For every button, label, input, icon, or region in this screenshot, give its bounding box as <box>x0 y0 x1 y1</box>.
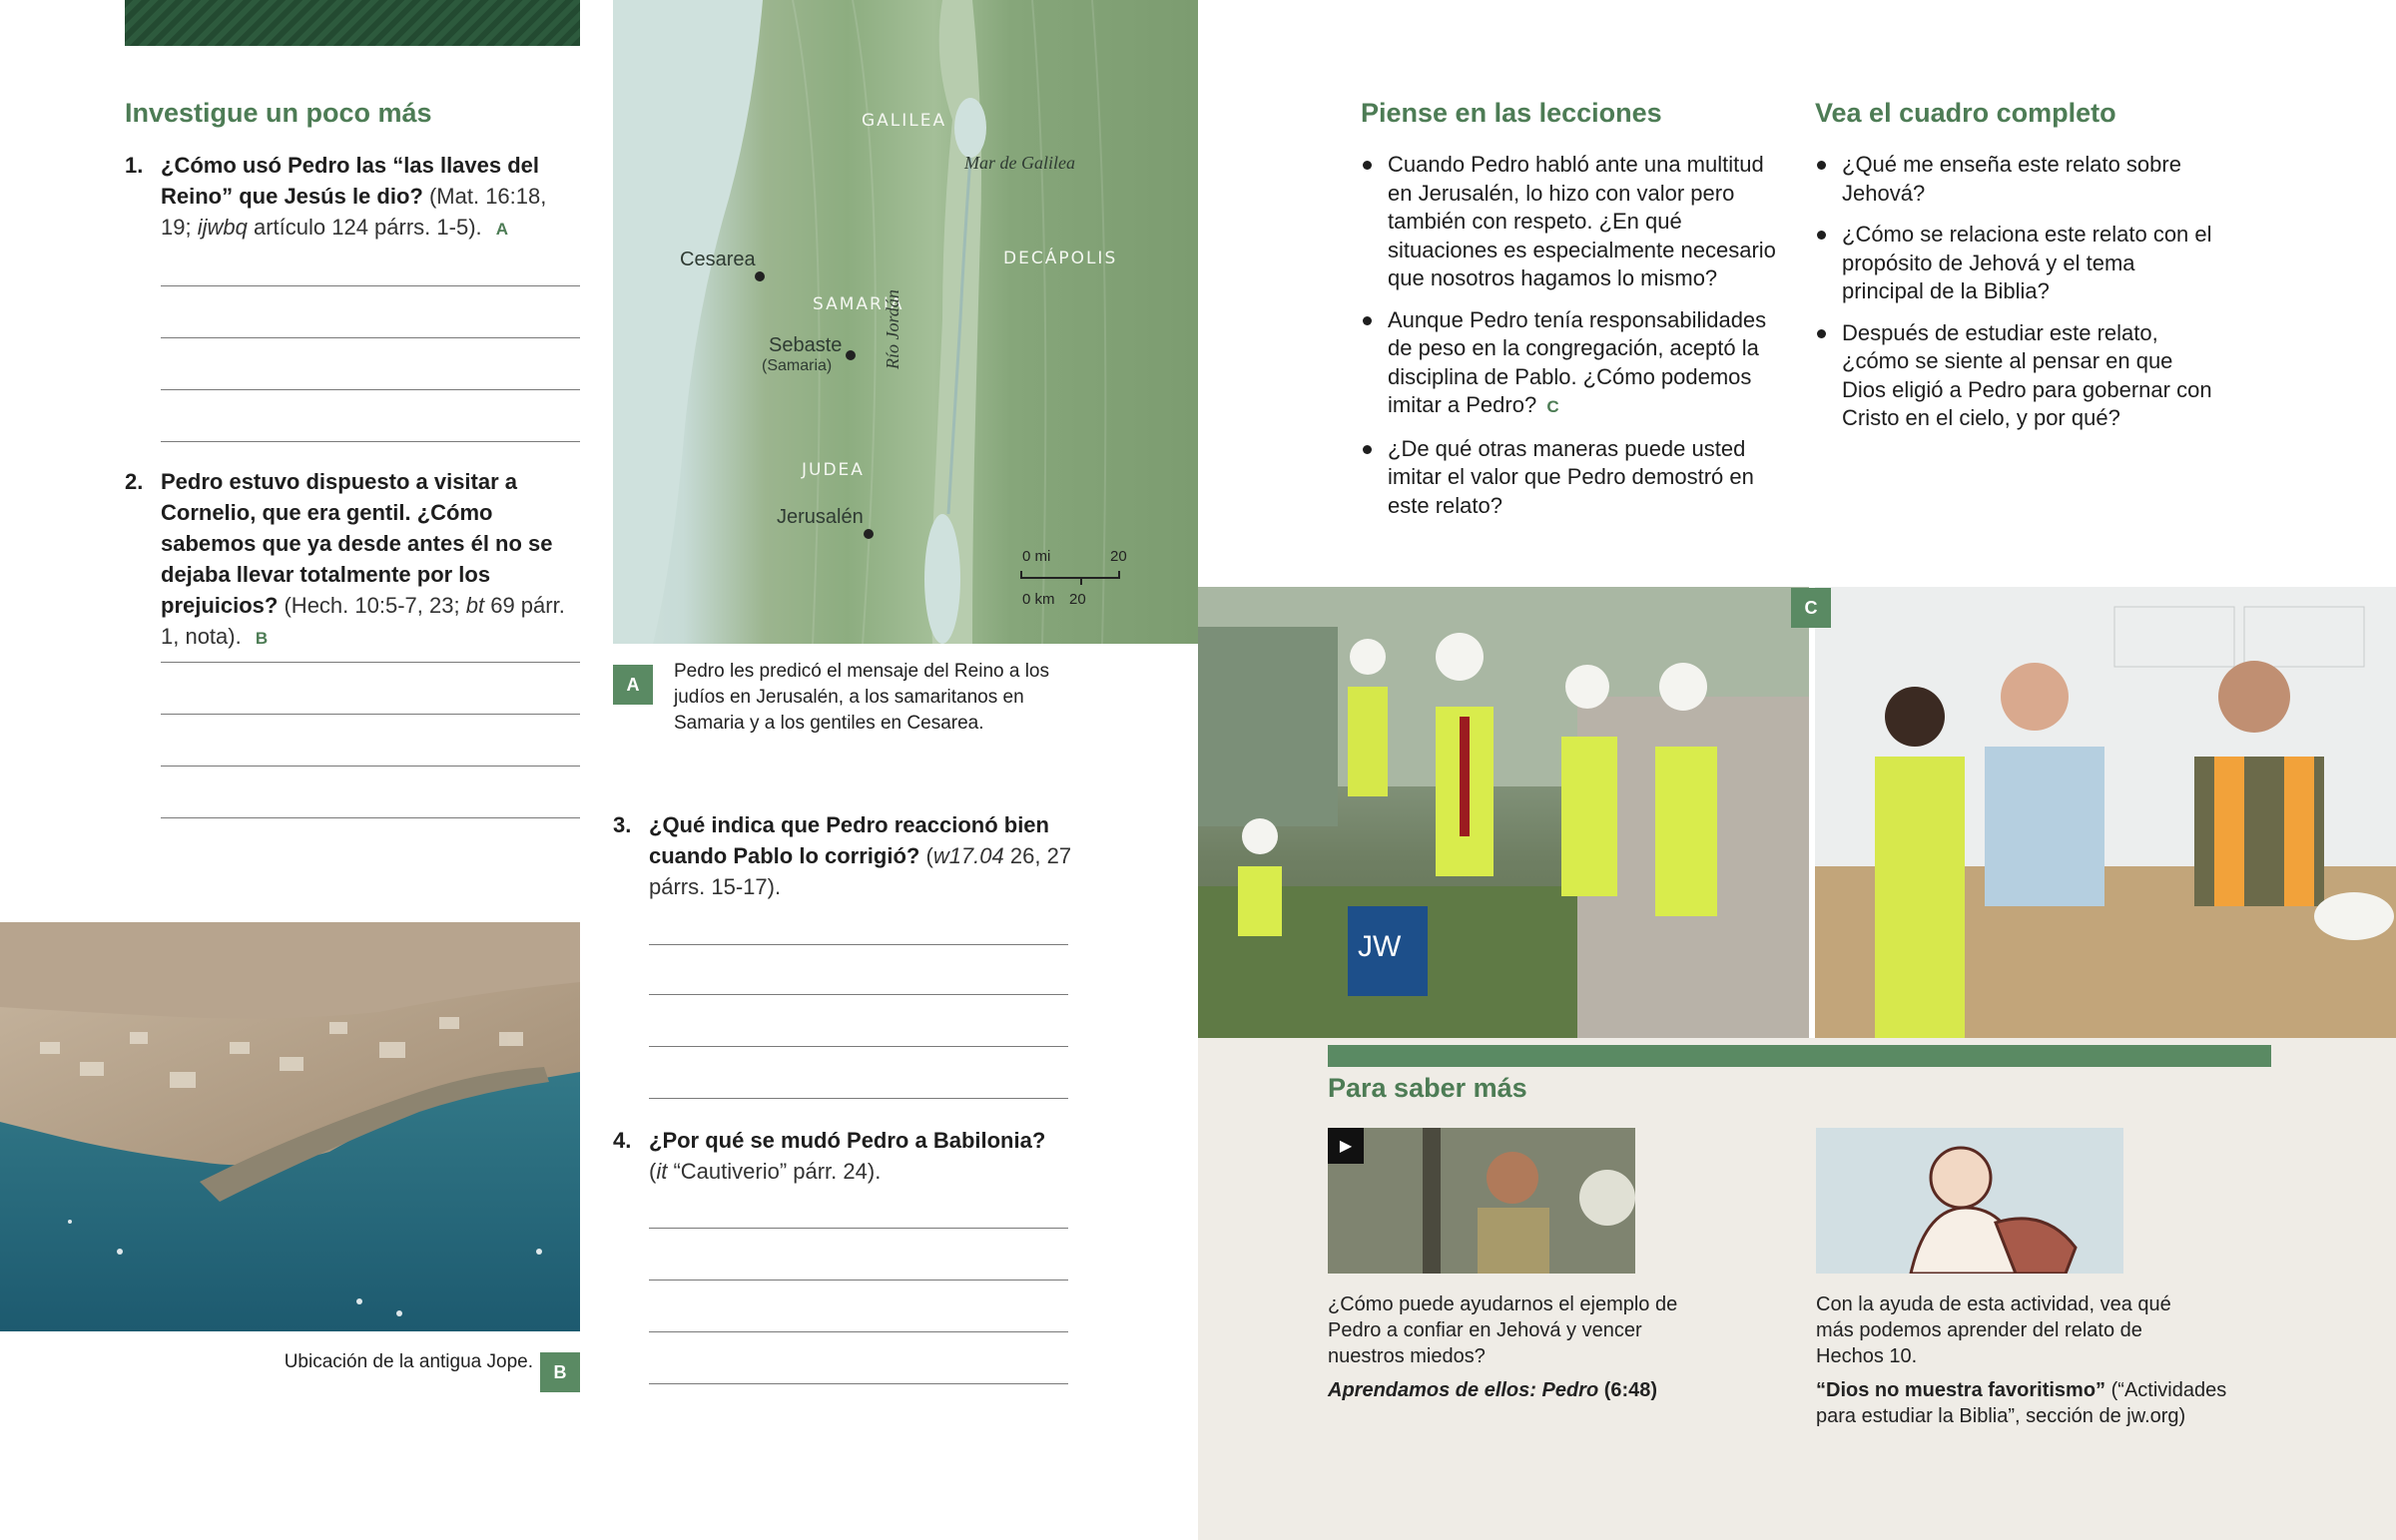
section-title-piense: Piense en las lecciones <box>1361 98 1662 128</box>
answer-line[interactable] <box>649 994 1068 995</box>
reference-publication: it <box>656 1159 668 1184</box>
answer-line[interactable] <box>649 1331 1068 1332</box>
answer-line[interactable] <box>161 389 580 390</box>
list-item <box>1361 151 1790 293</box>
map-label-galilea: GALILEA <box>862 111 947 131</box>
reference: artículo 124 párrs. 1-5). <box>253 215 482 240</box>
question-number: 3. <box>613 812 632 837</box>
activity-description: Con la ayuda de esta actividad, vea qué más podemos aprender del relato de Hechos 10. <box>1816 1293 2171 1367</box>
map-label-cesarea: Cesarea <box>680 249 756 270</box>
reference-publication: bt <box>465 593 485 618</box>
piense-list <box>1361 151 1790 533</box>
list-item-text: Después de estudiar este relato, ¿cómo se siente al pensar en que Dios eligió a Pedro para gobernar con Cristo en el cielo, y por qué? <box>1842 319 2212 430</box>
question-1 <box>125 150 580 245</box>
video-duration: (6:48) <box>1603 1379 1658 1401</box>
map-label-decapolis: DECÁPOLIS <box>1003 249 1118 268</box>
scale-bar <box>1020 571 1120 579</box>
section-bar <box>1328 1045 2271 1067</box>
list-item <box>1815 221 2214 306</box>
answer-line[interactable] <box>161 285 580 286</box>
question-text: Pedro estuvo dispuesto a visitar a Cornelio, que era gentil. ¿Cómo sabemos que ya desde antes él no se dejaba llevar totalmente por los prejuicios? <box>161 469 553 618</box>
jope-caption: Ubicación de la antigua Jope. <box>284 1351 533 1372</box>
map-label-sebaste-samaria: (Samaria) <box>762 357 833 374</box>
reference: (Hech. 10:5-7, 23; <box>284 593 460 618</box>
activity-thumbnail[interactable] <box>1816 1128 2123 1274</box>
question-3 <box>613 809 1072 902</box>
answer-line[interactable] <box>161 441 580 442</box>
reference: (Mat. 16:18, 19; <box>161 184 547 240</box>
answer-line[interactable] <box>161 766 580 767</box>
scale-mi-zero: 0 mi <box>1022 548 1051 565</box>
question-text: ¿Por qué se mudó Pedro a Babilonia? <box>649 1128 1046 1153</box>
reference: ( <box>925 843 933 868</box>
jw-sign-text: JW <box>1358 930 1402 963</box>
section-title-vea: Vea el cuadro completo <box>1815 98 2116 128</box>
video-link[interactable] <box>1328 1377 1727 1403</box>
list-item <box>1361 306 1790 422</box>
video-title[interactable]: Aprendamos de ellos: Pedro <box>1328 1379 1599 1401</box>
figure-tag: B <box>255 629 269 648</box>
answer-line[interactable] <box>649 1098 1068 1099</box>
reference: 69 párr. 1, nota). <box>161 593 565 649</box>
answer-line[interactable] <box>161 714 580 715</box>
map-israel <box>613 0 1198 644</box>
figure-badge-c: C <box>1791 588 1831 628</box>
answer-line[interactable] <box>649 1383 1068 1384</box>
video-description: ¿Cómo puede ayudarnos el ejemplo de Pedro a confiar en Jehová y vencer nuestros miedos? <box>1328 1293 1678 1367</box>
video-thumbnail[interactable] <box>1328 1128 1635 1274</box>
question-number: 1. <box>125 153 144 178</box>
activity-link[interactable] <box>1816 1377 2255 1429</box>
figure-tag: C <box>1546 397 1559 416</box>
play-icon[interactable]: ▶ <box>1328 1128 1364 1164</box>
answer-line[interactable] <box>161 817 580 818</box>
answer-line[interactable] <box>649 944 1068 945</box>
reference: ( <box>649 1159 657 1184</box>
map-label-sebaste: Sebaste <box>769 334 843 356</box>
question-text: ¿Cómo usó Pedro las “las llaves del Reino” que Jesús le dio? <box>161 153 540 209</box>
list-item-text: ¿De qué otras maneras puede usted imitar el valor que Pedro demostró en este relato? <box>1388 435 1754 518</box>
answer-line[interactable] <box>649 1046 1068 1047</box>
question-4 <box>613 1125 1072 1187</box>
figure-badge-a: A <box>613 665 653 705</box>
list-item-text: ¿Cómo se relaciona este relato con el propósito de Jehová y el tema principal de la Biblia? <box>1842 222 2212 303</box>
scale-km-zero: 0 km <box>1022 591 1055 608</box>
map-caption: Pedro les predicó el mensaje del Reino a los judíos en Jerusalén, a los samaritanos en Samaria y a los gentiles en Cesarea. <box>674 661 1049 734</box>
answer-line[interactable] <box>649 1280 1068 1281</box>
map-label-judea: JUDEA <box>802 460 865 480</box>
map-label-jerusalen: Jerusalén <box>777 506 864 528</box>
map-label-samaria: SAMARIA <box>813 294 904 314</box>
scale-mi-twenty: 20 <box>1110 548 1127 565</box>
question-number: 2. <box>125 469 144 494</box>
list-item-text: ¿Qué me enseña este relato sobre Jehová? <box>1842 152 2181 206</box>
photo-meeting-table <box>1815 587 2396 1038</box>
activity-title[interactable]: “Dios no muestra favoritismo” <box>1816 1379 2106 1401</box>
activity-source: (“Actividades para estudiar la Biblia”, sección de jw.org) <box>1816 1379 2227 1427</box>
photo-construction-workers <box>1198 587 1809 1038</box>
vea-list <box>1815 151 2214 446</box>
list-item-text: Aunque Pedro tenía responsabilidades de peso en la congregación, aceptó la disciplina de Pablo. ¿Cómo podemos imitar a Pedro? <box>1388 306 1767 417</box>
list-item <box>1815 319 2214 433</box>
para-saber-panel <box>1198 1038 2396 1540</box>
city-dot-sebaste <box>846 350 856 360</box>
city-dot-cesarea <box>755 271 765 281</box>
city-dot-jerusalen <box>864 529 874 539</box>
reference-publication: ijwbq <box>197 215 248 240</box>
jope-aerial-photo <box>0 922 580 1331</box>
answer-line[interactable] <box>649 1228 1068 1229</box>
map-label-mar-de-galilea: Mar de Galilea <box>964 153 1075 173</box>
scale-tick-km <box>1080 577 1082 585</box>
question-number: 4. <box>613 1128 632 1153</box>
answer-line[interactable] <box>161 662 580 663</box>
scale-km-twenty: 20 <box>1069 591 1086 608</box>
section-title-investigue: Investigue un poco más <box>125 98 432 128</box>
figure-badge-b: B <box>540 1352 580 1392</box>
list-item <box>1815 151 2214 208</box>
map-label-rio-jordan: Río Jordán <box>883 289 902 369</box>
header-banner <box>125 0 580 46</box>
list-item-text: Cuando Pedro habló ante una multitud en Jerusalén, lo hizo con valor pero también con respeto. ¿En qué situaciones es especialmente necesario que nosotros hagamos lo mismo? <box>1388 152 1776 290</box>
figure-tag: A <box>495 220 509 239</box>
reference-publication: w17.04 <box>932 843 1004 868</box>
section-title-para-saber: Para saber más <box>1328 1073 1527 1103</box>
answer-line[interactable] <box>161 337 580 338</box>
reference: “Cautiverio” párr. 24). <box>673 1159 882 1184</box>
question-2 <box>125 466 580 654</box>
list-item <box>1361 435 1790 521</box>
reference: 26, 27 párrs. 15-17). <box>649 843 1072 899</box>
question-text: ¿Qué indica que Pedro reaccionó bien cuando Pablo lo corrigió? <box>649 812 1049 868</box>
